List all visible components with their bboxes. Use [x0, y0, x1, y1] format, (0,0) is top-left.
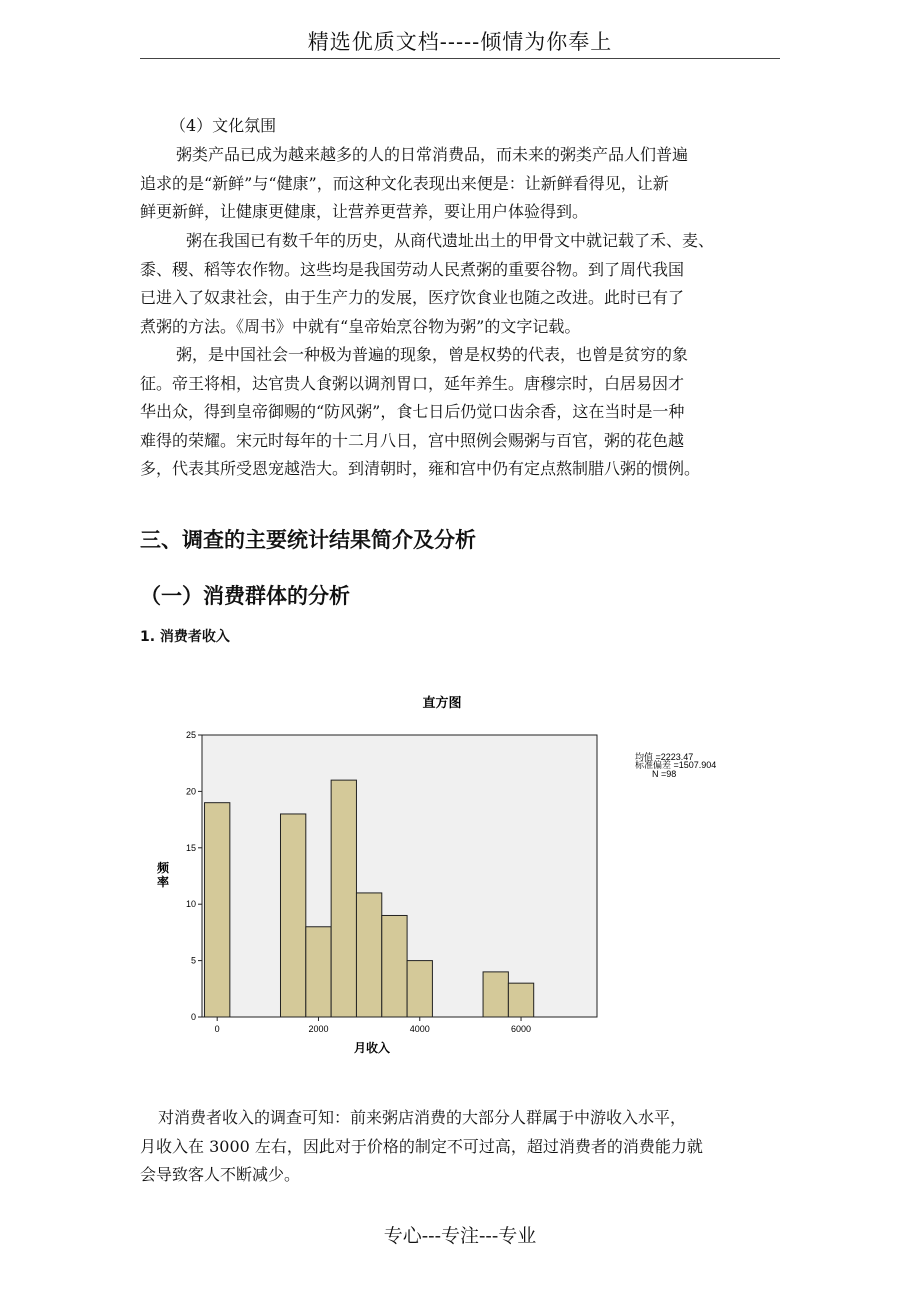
- stat-mean: 均值 =2223.47: [635, 752, 694, 762]
- text-line: 追求的是“新鲜”与“健康”，而这种文化表现出来便是：让新鲜看得见，让新: [140, 173, 669, 193]
- histogram-bar: [306, 927, 331, 1017]
- histogram-bar: [280, 814, 305, 1017]
- text-line: 粥，是中国社会一种极为普遍的现象，曾是权势的代表，也曾是贫穷的象: [176, 345, 689, 364]
- histogram-bar: [331, 780, 356, 1017]
- text-line: 月收入在 3000 左右，因此对于价格的制定不可过高，超过消费者的消费能力就: [140, 1136, 703, 1156]
- y-tick-label: 20: [185, 786, 196, 797]
- text-line: 对消费者收入的调查可知：前来粥店消费的大部分人群属于中游收入水平，: [158, 1108, 687, 1127]
- x-tick-label: 4000: [409, 1024, 430, 1034]
- stat-n: N =98: [652, 769, 677, 779]
- analysis-paragraph: [140, 1104, 800, 1190]
- histogram-bar: [205, 803, 230, 1017]
- culture-title: （4）文化氛围: [170, 116, 277, 135]
- text-line: 鲜更新鲜，让健康更健康，让营养更营养，要让用户体验得到。: [140, 202, 589, 222]
- text-line: 黍、稷、稻等农作物。这些均是我国劳动人民煮粥的重要谷物。到了周代我国: [140, 259, 685, 279]
- y-axis-label: 频率: [156, 861, 170, 889]
- x-tick-label: 0: [214, 1024, 220, 1034]
- text-line: 多，代表其所受恩宠越浩大。到清朝时，雍和宫中仍有定点熬制腊八粥的惯例。: [140, 459, 701, 479]
- histogram-bar: [508, 983, 533, 1017]
- text-line: 征。帝王将相，达官贵人食粥以调剂胃口，延年养生。唐穆宗时，白居易因才: [140, 373, 685, 393]
- histogram-bar: [483, 972, 508, 1017]
- histogram-bar: [382, 915, 407, 1017]
- item-heading: 1. 消费者收入: [140, 629, 230, 645]
- culture-paragraph-1: [140, 141, 800, 227]
- histogram-bar: [356, 893, 381, 1017]
- text-line: 已进入了奴隶社会，由于生产力的发展，医疗饮食业也随之改进。此时已有了: [140, 288, 685, 308]
- income-histogram: [150, 680, 750, 1065]
- stat-std: 标准偏差 =1507.904: [635, 760, 717, 770]
- text-line: 会导致客人不断减少。: [140, 1165, 301, 1185]
- x-tick-label: 2000: [308, 1024, 329, 1034]
- page-header: 精选优质文档-----倾情为你奉上: [307, 30, 613, 54]
- text-line: 煮粥的方法。《周书》中就有“皇帝始烹谷物为粥”的文字记载。: [140, 316, 581, 336]
- y-tick-label: 15: [185, 842, 196, 853]
- y-tick-label: 25: [185, 730, 196, 740]
- culture-paragraph-2: [140, 227, 800, 341]
- section-heading: 三、调查的主要统计结果简介及分析: [140, 528, 476, 552]
- text-line: 粥类产品已成为越来越多的人的日常消费品，而未来的粥类产品人们普遍: [176, 145, 689, 164]
- text-line: 难得的荣耀。宋元时每年的十二月八日，宫中照例会赐粥与百官，粥的花色越: [140, 430, 685, 450]
- chart-title: 直方图: [422, 695, 462, 710]
- y-tick-label: 5: [190, 955, 196, 966]
- page-footer: 专心---专注---专业: [383, 1225, 537, 1247]
- histogram-bar: [407, 961, 432, 1017]
- culture-paragraph-3: [140, 341, 800, 484]
- text-line: 华出众，得到皇帝御赐的“防风粥”，食七日后仍觉口齿余香，这在当时是一种: [140, 402, 685, 422]
- text-line: 粥在我国已有数千年的历史，从商代遗址出土的甲骨文中就记载了禾、麦、: [186, 231, 715, 250]
- subsection-heading: （一）消费群体的分析: [140, 584, 350, 608]
- header-rule: [140, 58, 780, 59]
- x-axis-label: 月收入: [353, 1041, 391, 1055]
- y-tick-label: 10: [185, 899, 196, 910]
- y-tick-label: 0: [190, 1012, 196, 1022]
- x-tick-label: 6000: [511, 1024, 532, 1034]
